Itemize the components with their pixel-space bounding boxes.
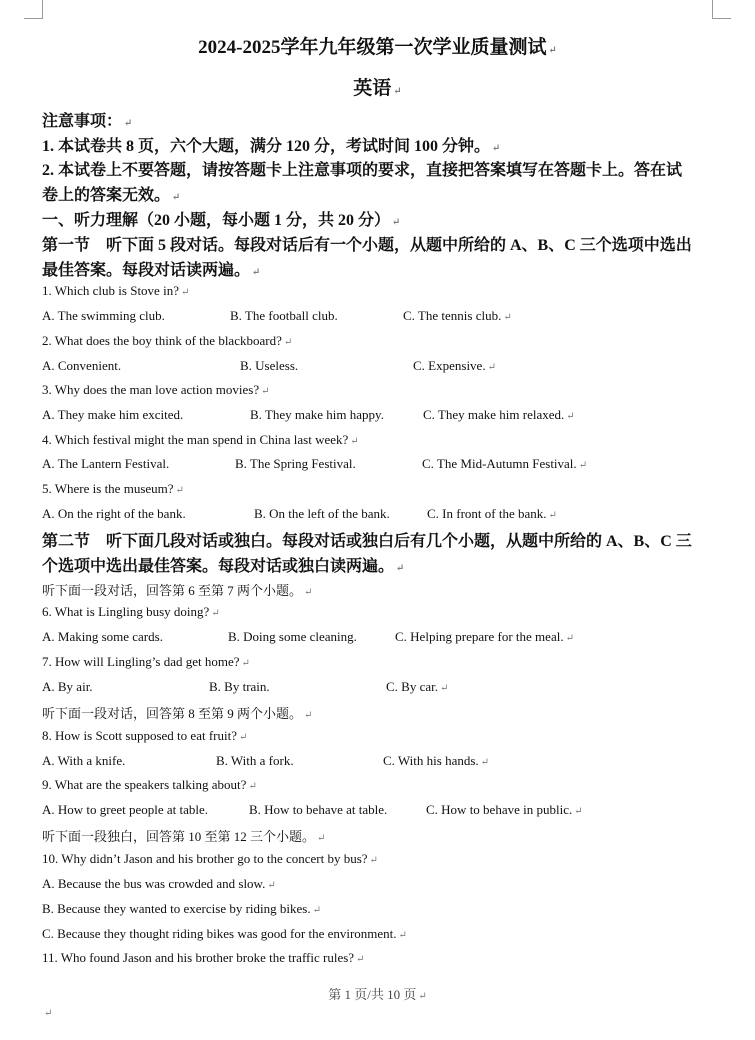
paragraph-mark-icon: ↵ xyxy=(350,436,359,447)
q8-option-a: A. With a knife. xyxy=(42,753,126,768)
paragraph-mark-icon: ↵ xyxy=(565,633,574,644)
notice-item-2-cont: 卷上的答案无效。 ↵ xyxy=(42,187,181,204)
paragraph-mark-icon: ↵ xyxy=(317,833,326,844)
paragraph-mark-icon: ↵ xyxy=(574,806,583,817)
paragraph-mark-icon: ↵ xyxy=(124,118,133,129)
q4-option-c: C. The Mid-Autumn Festival. ↵ xyxy=(422,456,588,471)
part1-heading: 一、听力理解（20 小题，每小题 1 分，共 20 分） ↵ xyxy=(42,212,401,229)
q6-option-b: B. Doing some cleaning. xyxy=(228,629,357,644)
paragraph-mark-icon: ↵ xyxy=(211,608,220,619)
q7-option-a: A. By air. xyxy=(42,679,93,694)
paragraph-mark-icon: ↵ xyxy=(248,781,257,792)
paragraph-mark-icon: ↵ xyxy=(392,217,401,228)
q1-option-b: B. The football club. xyxy=(230,308,338,323)
exam-title: 2024-2025学年九年级第一次学业质量测试 ↵ xyxy=(198,37,557,58)
paragraph-mark-icon: ↵ xyxy=(267,880,276,891)
q3-option-c: C. They make him relaxed. ↵ xyxy=(423,407,575,422)
paragraph-mark-icon: ↵ xyxy=(578,460,588,471)
q10-option-a: A. Because the bus was crowded and slow. ↵ xyxy=(42,876,276,891)
q9-option-c: C. How to behave in public. ↵ xyxy=(426,802,583,817)
page-number: 第 1 页/共 10 页 ↵ xyxy=(328,987,427,1002)
paragraph-mark-icon: ↵ xyxy=(487,362,496,373)
q9-option-b: B. How to behave at table. xyxy=(249,802,388,817)
question-11: 11. Who found Jason and his brother broke the traffic rules? ↵ xyxy=(42,950,365,965)
paragraph-mark-icon: ↵ xyxy=(503,312,512,323)
q3-option-b: B. They make him happy. xyxy=(250,407,384,422)
question-7: 7. How will Lingling’s dad get home? ↵ xyxy=(42,654,250,669)
paragraph-mark-icon: ↵ xyxy=(304,710,313,721)
page-corner-mark-right xyxy=(712,0,731,19)
paragraph-mark-icon: ↵ xyxy=(492,143,501,154)
paragraph-mark-icon: ↵ xyxy=(304,587,313,598)
q1-option-a: A. The swimming club. xyxy=(42,308,165,323)
paragraph-mark-icon: ↵ xyxy=(175,485,184,496)
question-2: 2. What does the boy think of the blackboard? ↵ xyxy=(42,333,293,348)
q6-option-c: C. Helping prepare for the meal. ↵ xyxy=(395,629,574,644)
q7-option-b: B. By train. xyxy=(209,679,270,694)
q10-option-b: B. Because they wanted to exercise by riding bikes. ↵ xyxy=(42,901,321,916)
paragraph-mark-icon: ↵ xyxy=(180,287,190,298)
q9-option-a: A. How to greet people at table. xyxy=(42,802,209,817)
notice-heading: 注意事项： ↵ xyxy=(42,113,133,130)
q2-option-b: B. Useless. xyxy=(240,358,299,373)
q10-option-c: C. Because they thought riding bikes was good for the environment. ↵ xyxy=(42,926,407,941)
q3-option-a: A. They make him excited. xyxy=(42,407,184,422)
paragraph-mark-icon: ↵ xyxy=(566,411,575,422)
paragraph-mark-icon: ↵ xyxy=(396,563,405,574)
question-6: 6. What is Lingling busy doing? ↵ xyxy=(42,604,220,619)
question-9: 9. What are the speakers talking about? ↵ xyxy=(42,777,257,792)
question-8: 8. How is Scott supposed to eat fruit? ↵ xyxy=(42,728,248,743)
q5-option-a: A. On the right of the bank. xyxy=(42,506,186,521)
end-paragraph-mark xyxy=(42,1003,52,1021)
paragraph-mark-icon: ↵ xyxy=(440,683,449,694)
paragraph-mark-icon: ↵ xyxy=(393,86,402,97)
paragraph-mark-icon: ↵ xyxy=(261,386,270,397)
paragraph-mark-icon: ↵ xyxy=(172,192,181,203)
page-corner-mark-left xyxy=(24,0,43,19)
question-10: 10. Why didn’t Jason and his brother go to the concert by bus? ↵ xyxy=(42,851,378,866)
listening-instruction-3: 听下面一段独白，回答第 10 至第 12 三个小题。 ↵ xyxy=(42,829,326,844)
notice-item-1: 1. 本试卷共 8 页，六个大题，满分 120 分，考试时间 100 分钟。 ↵ xyxy=(42,138,501,155)
q8-option-b: B. With a fork. xyxy=(216,753,294,768)
paragraph-mark-icon: ↵ xyxy=(44,1008,53,1019)
paragraph-mark-icon: ↵ xyxy=(283,337,293,348)
paragraph-mark-icon: ↵ xyxy=(238,732,248,743)
notice-item-2: 2. 本试卷上不要答题，请按答题卡上注意事项的要求，直接把答案填写在答题卡上。答在试 xyxy=(42,162,683,179)
paragraph-mark-icon: ↵ xyxy=(312,905,321,916)
paragraph-mark-icon: ↵ xyxy=(548,510,557,521)
q5-option-b: B. On the left of the bank. xyxy=(254,506,390,521)
q6-option-a: A. Making some cards. xyxy=(42,629,163,644)
paragraph-mark-icon: ↵ xyxy=(369,855,378,866)
question-1: 1. Which club is Stove in? ↵ xyxy=(42,283,190,298)
q2-option-a: A. Convenient. xyxy=(42,358,122,373)
listening-instruction-1: 听下面一段对话，回答第 6 至第 7 两个小题。 ↵ xyxy=(42,583,313,598)
section2-instruction-cont: 个选项中选出最佳答案。每段对话或独白读两遍。 ↵ xyxy=(42,558,405,575)
section2-instruction: 第二节 听下面几段对话或独白。每段对话或独白后有几个小题，从题中所给的 A、B、C 三 xyxy=(42,533,692,550)
q1-option-c: C. The tennis club. ↵ xyxy=(403,308,512,323)
q4-option-b: B. The Spring Festival. xyxy=(235,456,356,471)
q2-option-c: C. Expensive. ↵ xyxy=(413,358,496,373)
q5-option-c: C. In front of the bank. ↵ xyxy=(427,506,557,521)
paragraph-mark-icon: ↵ xyxy=(241,658,250,669)
paragraph-mark-icon: ↵ xyxy=(418,991,427,1002)
paragraph-mark-icon: ↵ xyxy=(252,267,261,278)
question-4: 4. Which festival might the man spend in China last week? ↵ xyxy=(42,432,359,447)
question-3: 3. Why does the man love action movies? ↵ xyxy=(42,382,270,397)
section1-instruction-cont: 最佳答案。每段对话读两遍。 ↵ xyxy=(42,262,261,279)
listening-instruction-2: 听下面一段对话，回答第 8 至第 9 两个小题。 ↵ xyxy=(42,706,313,721)
paragraph-mark-icon: ↵ xyxy=(480,757,490,768)
q8-option-c: C. With his hands. ↵ xyxy=(383,753,490,768)
q4-option-a: A. The Lantern Festival. xyxy=(42,456,170,471)
q7-option-c: C. By car. ↵ xyxy=(386,679,449,694)
exam-subject: 英语 ↵ xyxy=(353,78,402,99)
section1-instruction: 第一节 听下面 5 段对话。每段对话后有一个小题，从题中所给的 A、B、C 三个选项中选出 xyxy=(42,237,692,254)
paragraph-mark-icon: ↵ xyxy=(548,45,557,56)
paragraph-mark-icon: ↵ xyxy=(398,930,407,941)
question-5: 5. Where is the museum? ↵ xyxy=(42,481,184,496)
paragraph-mark-icon: ↵ xyxy=(356,954,365,965)
